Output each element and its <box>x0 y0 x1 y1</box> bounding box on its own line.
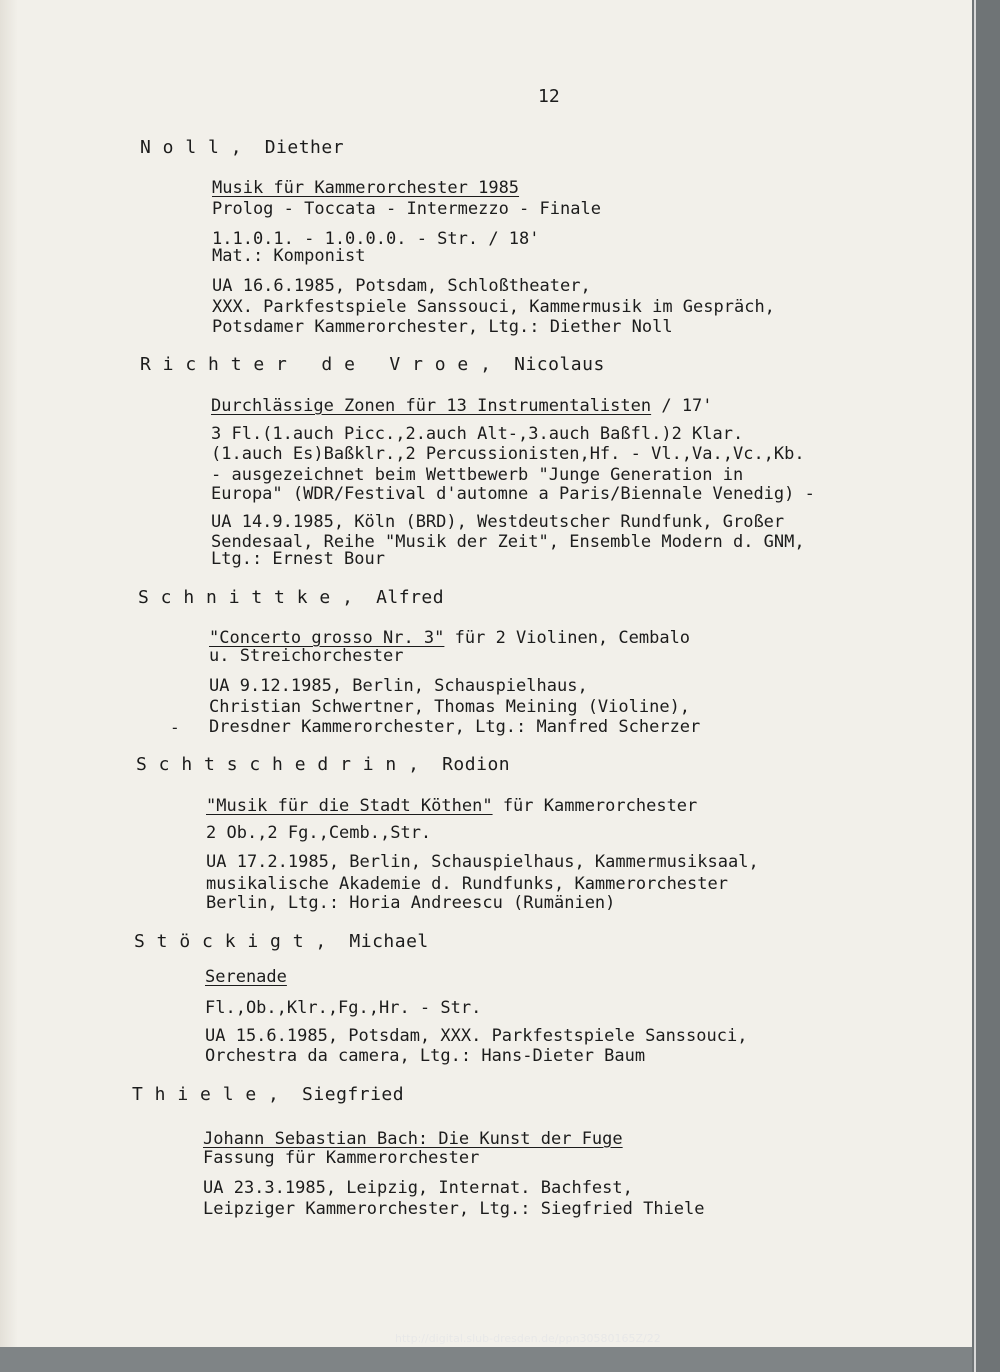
entry-text: Prolog - Toccata - Intermezzo - Finale <box>212 199 601 219</box>
entry-text-line <box>212 246 366 266</box>
entry-text: UA 16.6.1985, Potsdam, Schloßtheater, <box>212 276 591 296</box>
entry-text-line <box>209 697 690 717</box>
entry-text: (1.auch Es)Baßklr.,2 Percussionisten,Hf. - Vl.,Va.,Vc.,Kb. <box>211 444 805 464</box>
work-title: "Musik für die Stadt Köthen" <box>206 796 493 816</box>
entry-text: Christian Schwertner, Thomas Meining (Violine), <box>209 697 691 717</box>
entry-text: u. Streichorchester <box>209 646 404 666</box>
entry-text-line <box>203 1148 479 1168</box>
scan-bottom-edge <box>0 1347 972 1372</box>
entry-text-line <box>206 874 728 894</box>
entry-text-line <box>203 1178 633 1198</box>
entry-text-line <box>212 199 601 219</box>
entry-text: UA 17.2.1985, Berlin, Schauspielhaus, Kammermusiksaal, <box>206 852 759 872</box>
page-number: 12 <box>538 86 560 107</box>
entry-text: Leipziger Kammerorchester, Ltg.: Siegfried Thiele <box>203 1199 705 1219</box>
entry-text-line <box>205 998 481 1018</box>
entry-text-line <box>205 1026 747 1046</box>
work-title-line <box>212 178 519 198</box>
work-title: Musik für Kammerorchester 1985 <box>212 178 520 198</box>
entry-text-line <box>211 484 815 504</box>
entry-text: UA 15.6.1985, Potsdam, XXX. Parkfestspiele Sanssouci, <box>205 1026 748 1046</box>
entry-text: 2 Ob.,2 Fg.,Cemb.,Str. <box>206 823 432 843</box>
entry-text: Mat.: Komponist <box>212 246 366 266</box>
entry-text-line <box>211 512 784 532</box>
entry-text: Dresdner Kammerorchester, Ltg.: Manfred Scherzer <box>209 717 701 737</box>
entry-text-line <box>211 549 385 569</box>
work-title-suffix: für 2 Violinen, Cembalo <box>444 628 691 648</box>
entry-text-line <box>203 1199 705 1219</box>
composer-name: T h i e l e , Siegfried <box>132 1084 405 1105</box>
entry-text-line <box>209 717 700 737</box>
work-title-suffix: für Kammerorchester <box>492 796 698 816</box>
source-url: http://digital.slub-dresden.de/ppn30580165Z/22 <box>395 1332 661 1345</box>
composer-name: N o l l , Diether <box>140 137 345 158</box>
entry-text: UA 9.12.1985, Berlin, Schauspielhaus, <box>209 676 588 696</box>
entry-text: UA 23.3.1985, Leipzig, Internat. Bachfest, <box>203 1178 633 1198</box>
composer-name: S c h t s c h e d r i n , Rodion <box>136 754 511 775</box>
entry-text-line <box>212 297 775 317</box>
entry-text: Sendesaal, Reihe "Musik der Zeit", Ensemble Modern d. GNM, <box>211 532 805 552</box>
entry-text-line <box>212 276 591 296</box>
work-title-line <box>206 796 697 816</box>
entry-text-line <box>206 823 431 843</box>
entry-text: Berlin, Ltg.: Horia Andreescu (Rumänien) <box>206 893 616 913</box>
entry-text: 3 Fl.(1.auch Picc.,2.auch Alt-,3.auch Baßfl.)2 Klar. <box>211 424 744 444</box>
work-title-suffix: / 17' <box>651 396 713 416</box>
scan-right-edge <box>972 0 1000 1372</box>
margin-mark: - <box>170 718 180 737</box>
work-title: Serenade <box>205 967 287 987</box>
entry-text-line <box>206 893 615 913</box>
work-title: "Concerto grosso Nr. 3" <box>209 628 445 648</box>
work-title-line <box>211 396 713 416</box>
entry-text: Potsdamer Kammerorchester, Ltg.: Diether Noll <box>212 317 673 337</box>
work-title: Durchlässige Zonen für 13 Instrumentalisten <box>211 396 652 416</box>
work-title-line <box>209 628 690 648</box>
entry-text-line <box>209 646 403 666</box>
entry-text: Orchestra da camera, Ltg.: Hans-Dieter Baum <box>205 1046 646 1066</box>
entry-text: Ltg.: Ernest Bour <box>211 549 385 569</box>
binding-edge <box>0 0 18 1347</box>
entry-text-line <box>206 852 759 872</box>
entry-text: XXX. Parkfestspiele Sanssouci, Kammermusik im Gespräch, <box>212 297 775 317</box>
work-title-line <box>203 1129 623 1149</box>
composer-name: R i c h t e r d e V r o e , Nicolaus <box>140 354 605 375</box>
entry-text-line <box>212 317 673 337</box>
entry-text: 1.1.0.1. - 1.0.0.0. - Str. / 18' <box>212 229 540 249</box>
entry-text: Fassung für Kammerorchester <box>203 1148 480 1168</box>
composer-name: S t ö c k i g t , Michael <box>134 931 429 952</box>
work-title-line <box>205 967 287 987</box>
entry-text-line <box>211 444 805 464</box>
entry-text-line <box>211 424 743 444</box>
work-title: Johann Sebastian Bach: Die Kunst der Fuge <box>203 1129 623 1149</box>
entry-text-line <box>205 1046 645 1066</box>
entry-text-line <box>209 676 588 696</box>
entry-text: Europa" (WDR/Festival d'automne a Paris/Biennale Venedig) - <box>211 484 815 504</box>
entry-text: musikalische Akademie d. Rundfunks, Kammerorchester <box>206 874 728 894</box>
entry-text: Fl.,Ob.,Klr.,Fg.,Hr. - Str. <box>205 998 482 1018</box>
entry-text-line <box>211 465 743 485</box>
composer-name: S c h n i t t k e , Alfred <box>138 587 445 608</box>
entry-text: - ausgezeichnet beim Wettbewerb "Junge Generation in <box>211 465 744 485</box>
entry-text: UA 14.9.1985, Köln (BRD), Westdeutscher Rundfunk, Großer <box>211 512 785 532</box>
